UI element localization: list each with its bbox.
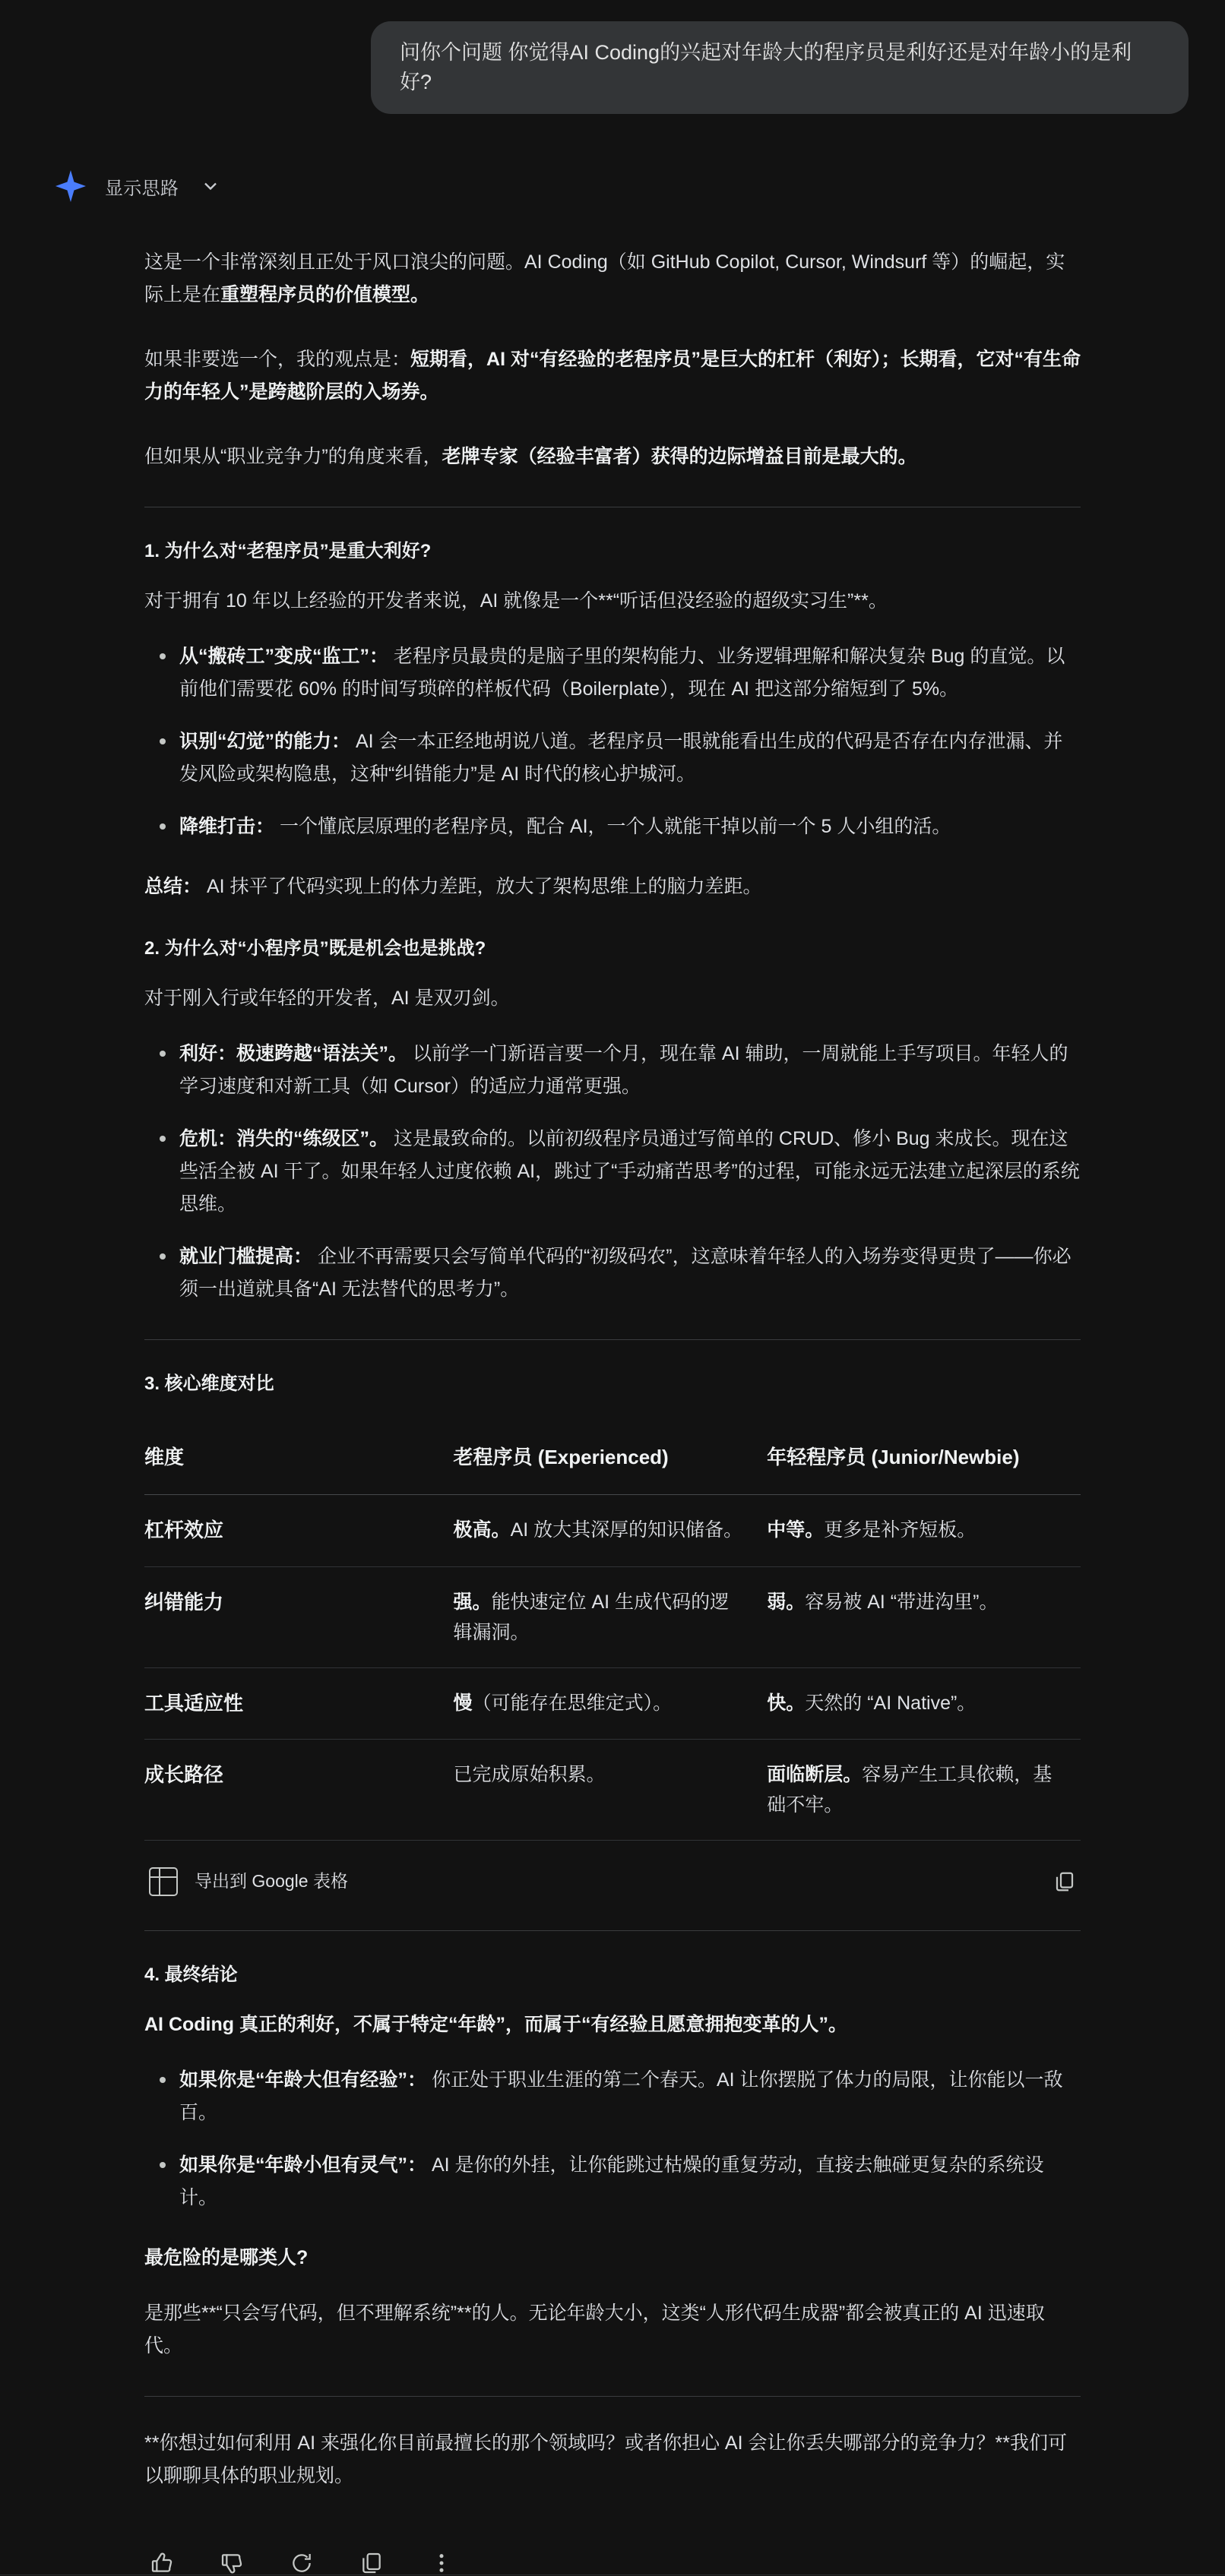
intro-paragraph-3: 但如果从“职业竞争力”的角度来看，老牌专家（经验丰富者）获得的边际增益目前是最大的。	[144, 446, 917, 468]
refresh-icon[interactable]	[289, 2550, 315, 2576]
list-item	[179, 1241, 1081, 1306]
cell-text: 能快速定位 AI 生成代码的逻辑漏洞。	[453, 1591, 730, 1643]
cell-text: 天然的 “AI Native”。	[805, 1692, 977, 1714]
table-row	[144, 1495, 1081, 1567]
bullet-text: 企业不再需要只会写简单代码的“初级码农”，这意味着年轻人的入场券变得更贵了——你必须一出道就具备“AI 无法替代的思考力”。	[179, 1246, 1071, 1301]
table-cell-dimension: 工具适应性	[144, 1667, 454, 1740]
closing-paragraph: **你想过如何利用 AI 来强化你目前最擅长的那个领域吗？或者你担心 AI 会让你丢失哪部分的竞争力？**我们可以聊聊具体的职业规划。	[144, 2432, 1067, 2486]
table-row	[144, 1740, 1081, 1841]
table-cell-experienced	[454, 1566, 768, 1667]
bullet-text: AI 是你的外挂，让你能跳过枯燥的重复劳动，直接去触碰更复杂的系统设计。	[179, 2154, 1044, 2208]
cell-strong: 弱。	[767, 1591, 806, 1613]
list-item	[179, 725, 1081, 791]
table-cell-experienced	[454, 1495, 768, 1567]
bullet-strong: 危机：消失的“练级区”。	[179, 1128, 389, 1150]
gemini-sparkle-icon	[53, 169, 88, 204]
table-footer	[144, 1841, 1081, 1897]
section-1-bullets	[144, 640, 1081, 843]
intro-2-bold: 短期看，AI 对“有经验的老程序员”是巨大的杠杆（利好）；长期看，它对“有生命力的年轻人”是跨越阶层的入场券。	[144, 349, 1081, 403]
table-header-cell: 年轻程序员 (Junior/Newbie)	[767, 1421, 1081, 1494]
list-item	[179, 811, 1081, 843]
table-cell-dimension: 杠杆效应	[144, 1495, 454, 1567]
bullet-text: 这是最致命的。以前初级程序员通过写简单的 CRUD、修小 Bug 来成长。现在这些活全被 AI 干了。如果年轻人过度依赖 AI，跳过了“手动痛苦思考”的过程，可能永远无法建立起深层的系统思维。	[179, 1128, 1080, 1215]
table-header-row	[144, 1421, 1081, 1494]
table-cell-junior	[767, 1740, 1081, 1841]
cell-text: AI 放大其深厚的知识储备。	[510, 1519, 743, 1541]
table-cell-experienced	[454, 1740, 768, 1841]
list-item	[179, 2064, 1081, 2129]
section-4-title: 4. 最终结论	[144, 1964, 238, 1985]
cell-strong: 快。	[767, 1692, 806, 1714]
table-header-cell: 老程序员 (Experienced)	[454, 1421, 768, 1494]
section-2-lead: 对于刚入行或年轻的开发者，AI 是双刃剑。	[144, 988, 510, 1010]
divider-2	[144, 1339, 1081, 1340]
bullet-text: 你正处于职业生涯的第二个春天。AI 让你摆脱了体力的局限，让你能以一敌百。	[179, 2069, 1063, 2123]
table-cell-experienced	[454, 1667, 768, 1740]
list-item	[179, 640, 1081, 706]
table-cell-junior	[767, 1566, 1081, 1667]
cell-text: 容易被 AI “带进沟里”。	[805, 1591, 999, 1613]
bullet-strong: 就业门槛提高：	[179, 1246, 313, 1268]
section-2-bullets	[144, 1038, 1081, 1306]
copy-table-icon[interactable]	[1053, 1870, 1076, 1893]
risk-title	[144, 2242, 1081, 2274]
cell-strong: 面临断层。	[767, 1764, 863, 1786]
cell-strong: 强。	[453, 1591, 492, 1613]
cell-text: 更多是补齐短板。	[824, 1519, 977, 1541]
intro-3-bold: 老牌专家（经验丰富者）获得的边际增益目前是最大的。	[442, 446, 917, 468]
export-to-sheets-button[interactable]	[149, 1866, 348, 1897]
comparison-table	[144, 1421, 1081, 1841]
table-cell-dimension: 成长路径	[144, 1740, 454, 1841]
table-cell-dimension: 纠错能力	[144, 1566, 454, 1667]
comparison-table-wrapper	[144, 1421, 1081, 1896]
bullet-strong: 利好：极速跨越“语法关”。	[179, 1043, 408, 1065]
section-4-lead-strong: AI Coding 真正的利好，不属于特定“年龄”，而属于“有经验且愿意拥抱变革的人”。	[144, 2013, 847, 2035]
bullet-text: AI 会一本正经地胡说八道。老程序员一眼就能看出生成的代码是否存在内存泄漏、并发风险或架构隐患，这种“纠错能力”是 AI 时代的核心护城河。	[179, 731, 1063, 785]
bottom-divider	[0, 2574, 1225, 2576]
intro-1-bold: 重塑程序员的价值模型。	[220, 284, 430, 306]
chevron-down-icon[interactable]	[200, 175, 221, 197]
risk-text: 是那些**“只会写代码，但不理解系统”**的人。无论年龄大小，这类“人形代码生成器”都会被真正的 AI 迅速取代。	[144, 2302, 1045, 2356]
intro-paragraph-1: 这是一个非常深刻且正处于风口浪尖的问题。AI Coding（如 GitHub Copilot, Cursor, Windsurf 等）的崛起，实际上是在重塑程序员的价值模型。	[144, 251, 1065, 306]
table-row	[144, 1566, 1081, 1667]
user-prompt-bubble: 问你个问题 你觉得AI Coding的兴起对年龄大的程序员是利好还是对年龄小的是利好?	[371, 21, 1189, 114]
show-thoughts-row[interactable]	[0, 114, 1225, 204]
bullet-text: 老程序员最贵的是脑子里的架构能力、业务逻辑理解和解决复杂 Bug 的直觉。以前他们需要花 60% 的时间写琐碎的样板代码（Boilerplate），现在 AI 把这部分缩短到了 5%。	[179, 646, 1065, 700]
cell-strong: 极高。	[453, 1519, 511, 1541]
divider-3	[144, 1930, 1081, 1931]
message-actions	[0, 2524, 1225, 2576]
section-3-title: 3. 核心维度对比	[144, 1373, 274, 1395]
summary-text: AI 抹平了代码实现上的体力差距，放大了架构思维上的脑力差距。	[201, 876, 762, 898]
cell-text: （可能存在思维定式）。	[472, 1692, 673, 1714]
more-options-icon[interactable]	[429, 2550, 454, 2576]
section-1-title: 1. 为什么对“老程序员”是重大利好?	[144, 541, 432, 562]
google-sheets-icon	[149, 1867, 178, 1896]
bullet-strong: 如果你是“年龄大但有经验”：	[179, 2069, 427, 2091]
table-cell-junior	[767, 1667, 1081, 1740]
intro-paragraph-2: 如果非要选一个，我的观点是：短期看，AI 对“有经验的老程序员”是巨大的杠杆（利好）；长期看，它对“有生命力的年轻人”是跨越阶层的入场券。	[144, 349, 1081, 403]
section-1-lead: 对于拥有 10 年以上经验的开发者来说，AI 就像是一个**“听话但没经验的超级实习生”**。	[144, 590, 888, 612]
bullet-strong: 降维打击：	[179, 816, 275, 838]
table-header-cell: 维度	[144, 1421, 454, 1494]
bullet-text: 以前学一门新语言要一个月，现在靠 AI 辅助，一周就能上手写项目。年轻人的学习速度和对新工具（如 Cursor）的适应力通常更强。	[179, 1043, 1068, 1098]
table-row	[144, 1667, 1081, 1740]
list-item	[179, 1123, 1081, 1221]
divider-4	[144, 2396, 1081, 2397]
section-1-summary	[144, 871, 1081, 903]
bullet-strong: 识别“幻觉”的能力：	[179, 731, 351, 753]
cell-text: 容易产生工具依赖，基础不牢。	[767, 1764, 1052, 1816]
bullet-text: 一个懂底层原理的老程序员，配合 AI，一个人就能干掉以前一个 5 人小组的活。	[274, 816, 951, 838]
user-message-row	[0, 0, 1225, 114]
section-2-title: 2. 为什么对“小程序员”既是机会也是挑战?	[144, 938, 486, 959]
table-cell-junior	[767, 1495, 1081, 1567]
cell-strong: 中等。	[767, 1519, 825, 1541]
section-4-lead	[144, 2009, 1081, 2041]
summary-strong: 总结：	[144, 876, 202, 898]
thumb-up-icon[interactable]	[149, 2550, 175, 2576]
section-4-bullets	[144, 2064, 1081, 2214]
show-thoughts-label: 显示思路	[105, 178, 179, 199]
risk-title-strong: 最危险的是哪类人?	[144, 2246, 309, 2268]
bullet-strong: 如果你是“年龄小但有灵气”：	[179, 2154, 427, 2176]
bullet-strong: 从“搬砖工”变成“监工”：	[179, 646, 389, 668]
thumb-down-icon[interactable]	[219, 2550, 245, 2576]
assistant-answer	[0, 204, 1225, 2492]
export-to-sheets-label: 导出到 Google 表格	[195, 1871, 348, 1892]
copy-icon[interactable]	[359, 2550, 385, 2576]
list-item	[179, 1038, 1081, 1103]
cell-strong: 慢	[453, 1692, 473, 1714]
list-item	[179, 2149, 1081, 2214]
cell-text: 已完成原始积累。	[453, 1764, 606, 1786]
